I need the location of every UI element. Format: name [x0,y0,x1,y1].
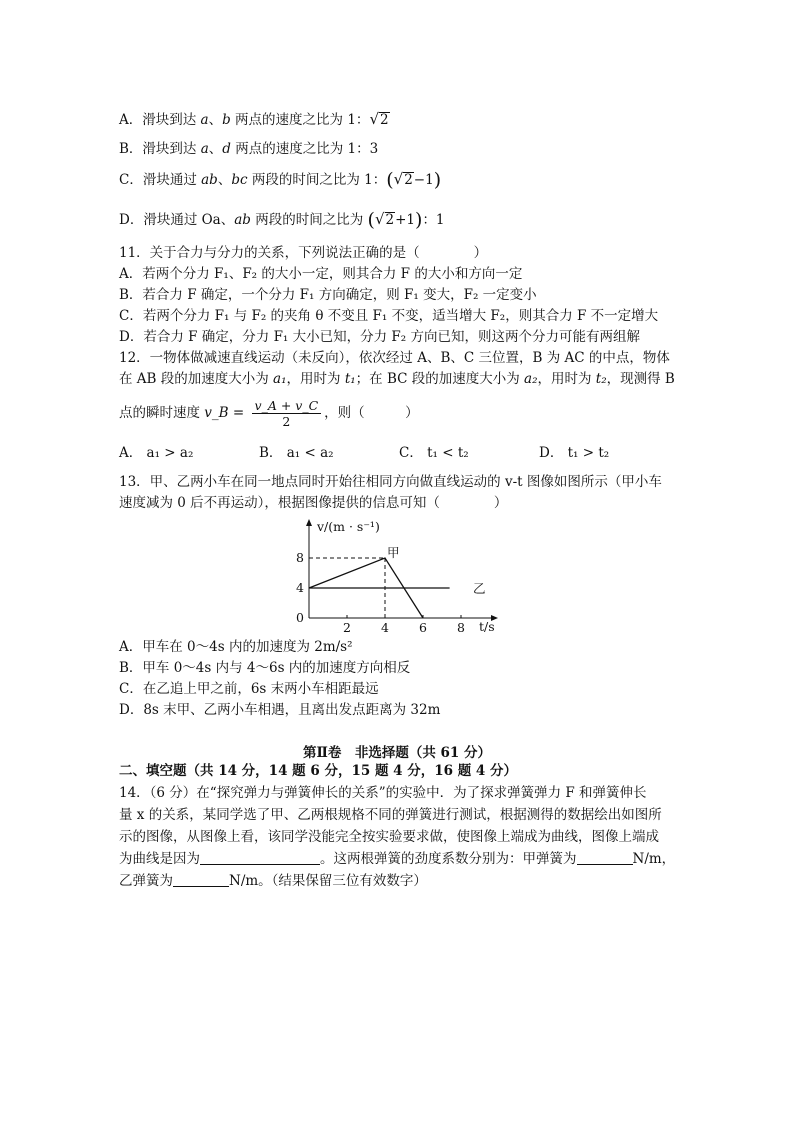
q10-option-d: D．滑块通过 Oa、ab 两段的时间之比为 (√2+1)：1 [119,209,445,231]
q14-line5: 乙弹簧为 N/m。（结果保留三位有效数字） [119,873,427,889]
answer-blank-k-jia[interactable] [577,850,633,865]
q12-stem-line1: 12．一物体做减速直线运动（未反向），依次经过 A、B、C 三位置，B 为 AC 的中点，物体 [119,350,670,366]
y-tick-label: 0 [296,610,304,625]
q14-line3: 示的图像，从图像上看，该同学没能完全按实验要求做，使图像上端成为曲线，图像上端成 [119,829,659,845]
q12-option-c: C． t₁ < t₂ [399,445,469,461]
q14-line4: 为曲线是因为 。这两根弹簧的劲度系数分别为：甲弹簧为 N/m， [119,851,676,867]
q12-stem-line2: 在 AB 段的加速度大小为 a₁，用时为 t₁；在 BC 段的加速度大小为 a₂，用时为 t₂，现测得 B [119,371,675,387]
answer-blank-k-yi[interactable] [173,872,229,887]
q11-option-b: B．若合力 F 确定，一个分力 F₁ 方向确定，则 F₁ 变大，F₂ 一定变小 [119,287,537,303]
x-tick-label: 2 [343,620,351,635]
velocity-fraction: $\frac{v\_A + v\_C}{2}$ [252,398,322,429]
answer-blank-reason[interactable] [200,850,320,865]
x-tick-label: 4 [381,620,389,635]
section2-title: 第Ⅱ卷 非选择题（共 61 分） [302,745,492,761]
q12-stem-line3: 点的瞬时速度 v_B = $\frac{v\_A + v\_C}{2}$ ，则（ ） [119,398,419,429]
q10-option-c: C．滑块通过 ab、bc 两段的时间之比为 1：(√2−1) [119,169,442,191]
series-label-yi: 乙 [473,581,486,596]
q11-stem: 11．关于合力与分力的关系，下列说法正确的是（ ） [119,245,488,261]
q10-option-a: A．滑块到达 a、b 两点的速度之比为 1：√2 [119,110,389,128]
y-tick-label: 8 [296,550,304,565]
q13-option-c: C．在乙追上甲之前，6s 末两小车相距最远 [119,681,379,697]
q11-option-c: C．若两个分力 F₁ 与 F₂ 的夹角 θ 不变且 F₁ 不变，适当增大 F₂，则其合力 F 不一定增大 [119,308,659,324]
x-tick-label: 6 [419,620,427,635]
q11-option-d: D．若合力 F 确定，分力 F₁ 大小已知，分力 F₂ 方向已知，则这两个分力可能有两组解 [119,329,640,345]
sqrt-sign: √ [369,110,379,128]
x-tick-label: 8 [457,620,465,635]
q12-option-b: B． a₁ < a₂ [259,445,334,461]
q11-option-a: A．若两个分力 F₁、F₂ 的大小一定，则其合力 F 的大小和方向一定 [119,266,523,282]
q14-line2: 量 x 的关系，某同学选了甲、乙两根规格不同的弹簧进行测试，根据测得的数据绘出如图所 [119,807,662,823]
q12-option-d: D． t₁ > t₂ [539,445,610,461]
vt-chart [295,514,505,636]
y-axis-label: v/(m · s⁻¹) [317,519,380,534]
y-tick-label: 4 [296,580,304,595]
x-axis-label: t/s [479,619,495,634]
q13-stem-line2: 速度减为 0 后不再运动），根据图像提供的信息可知（ ） [119,495,508,511]
q10-option-b: B．滑块到达 a、d 两点的速度之比为 1：3 [119,141,379,157]
q13-stem-line1: 13．甲、乙两小车在同一地点同时开始往相同方向做直线运动的 v-t 图像如图所示（甲小车 [119,474,662,490]
series-label-jia: 甲 [387,545,400,560]
q13-option-b: B．甲车 0～4s 内与 4～6s 内的加速度方向相反 [119,660,411,676]
section2-subtitle: 二、填空题（共 14 分，14 题 6 分，15 题 4 分，16 题 4 分） [119,763,518,779]
q13-option-a: A．甲车在 0～4s 内的加速度为 2m/s² [119,639,353,655]
q14-line1: 14．（6 分）在“探究弹力与弹簧伸长的关系”的实验中．为了探求弹簧弹力 F 和弹簧伸长 [119,785,647,801]
q12-option-a: A． a₁ > a₂ [119,445,194,461]
q13-option-d: D．8s 末甲、乙两小车相遇，且离出发点距离为 32m [119,702,441,718]
